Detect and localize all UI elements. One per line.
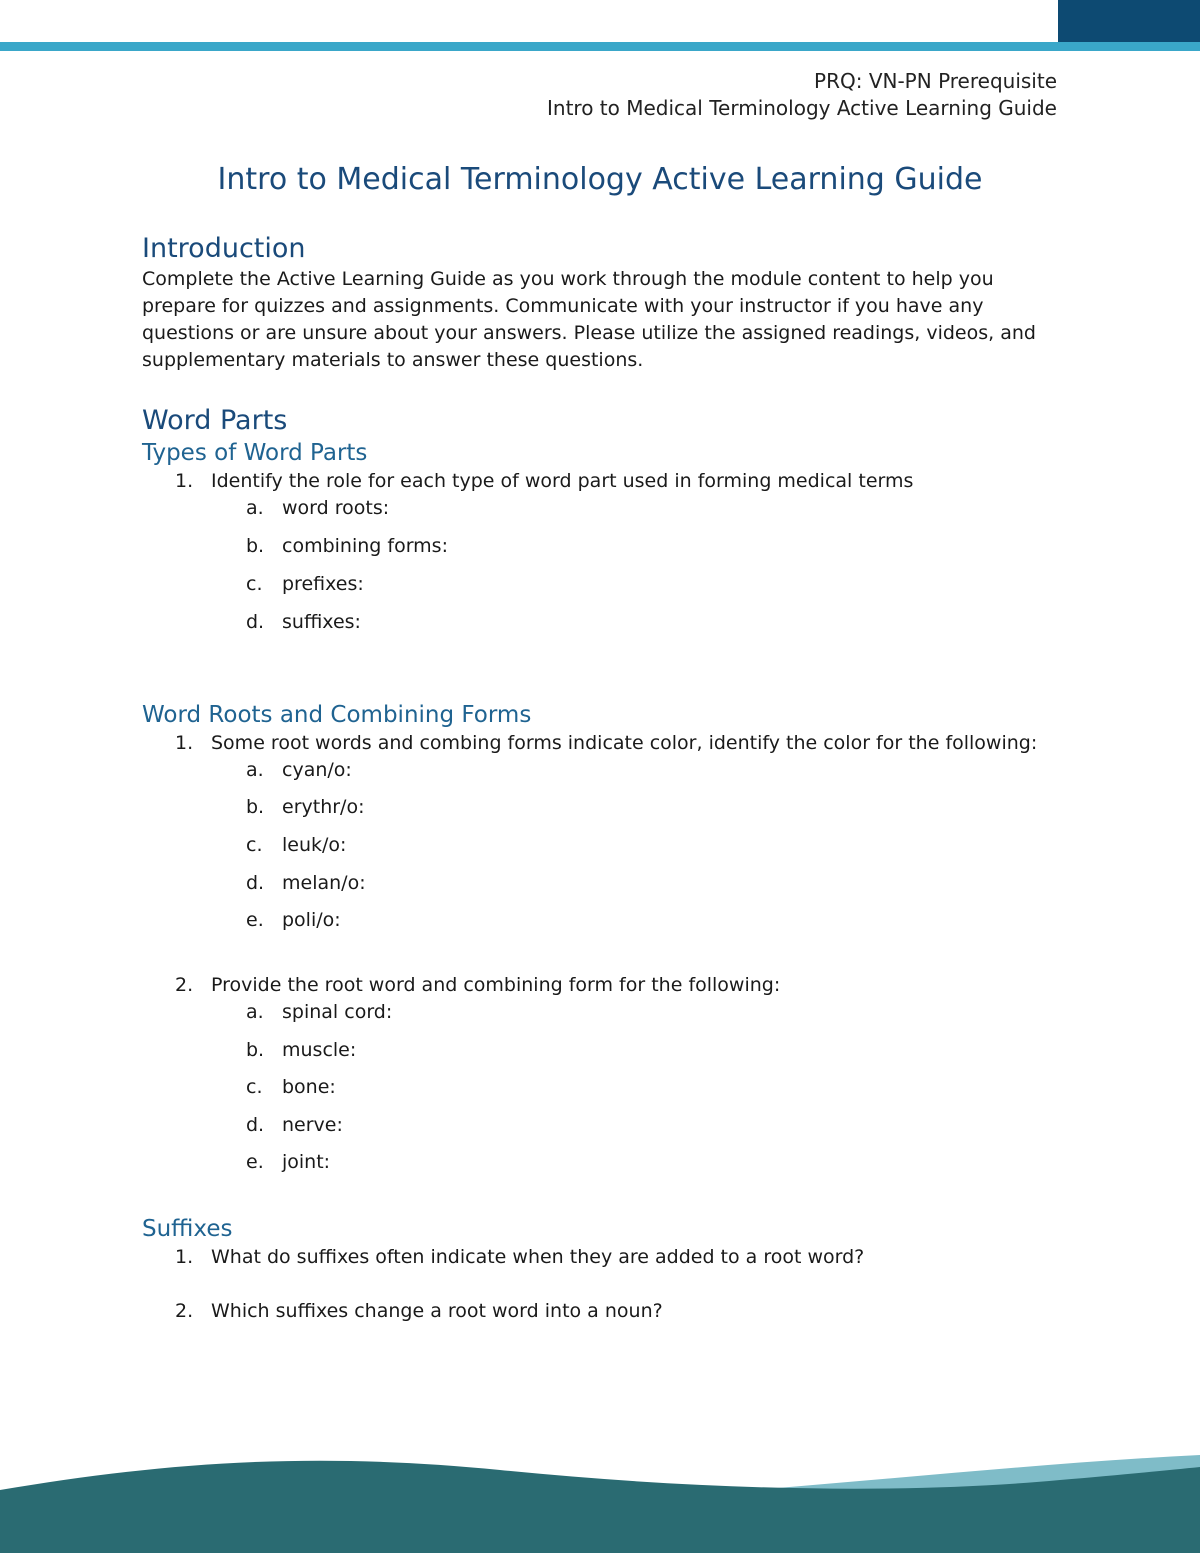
header-doc-title: Intro to Medical Terminology Active Learning Guide [547,96,1057,120]
item-text: erythr/o: [282,796,365,818]
list-item [142,1149,1062,1176]
item-letter: b. [246,1039,265,1061]
item-letter: a. [246,759,264,781]
question-number: 1. [175,470,194,492]
question-number: 1. [175,732,194,754]
item-text: poli/o: [282,909,341,931]
item-text: leuk/o: [282,834,347,856]
item-letter: e. [246,1151,264,1173]
list-item [142,495,1062,522]
list-item [142,571,1062,598]
suffixes-heading: Suffixes [142,1216,233,1242]
page-title: Intro to Medical Terminology Active Learning Guide [217,162,983,197]
list-item [142,870,1062,897]
question [142,1298,1062,1325]
item-text: muscle: [282,1039,357,1061]
item-letter: d. [246,872,265,894]
question [142,972,1062,999]
item-letter: a. [246,1001,264,1023]
item-letter: d. [246,1114,265,1136]
item-text: prefixes: [282,573,364,595]
item-letter: b. [246,535,265,557]
question-number: 2. [175,1300,194,1322]
question-number: 1. [175,1246,194,1268]
question [142,468,1062,495]
question-number: 2. [175,974,194,996]
list-item [142,609,1062,636]
types-heading: Types of Word Parts [142,440,368,466]
item-letter: c. [246,834,263,856]
top-corner-block [1058,0,1200,42]
list-item [142,757,1062,784]
question-text: Identify the role for each type of word part used in forming medical terms [211,470,914,492]
item-text: word roots: [282,497,390,519]
list-item [142,533,1062,560]
item-letter: b. [246,796,265,818]
list-item [142,832,1062,859]
question [142,1244,1062,1271]
item-text: nerve: [282,1114,343,1136]
item-text: combining forms: [282,535,448,557]
running-header [547,68,1057,122]
introduction-text: Complete the Active Learning Guide as you work through the module content to help you prepare for quizzes and assignments. Communicate with your instructor if you have any questions or are unsure about your answers. Please utilize the assigned readings, videos, and supplementary materials to answer these questions. [142,268,1036,371]
list-item [142,1112,1062,1139]
question-text: Provide the root word and combining form for the following: [211,974,781,996]
question [142,730,1062,757]
question-text: What do suffixes often indicate when they are added to a root word? [211,1246,865,1268]
item-letter: e. [246,909,264,931]
list-item [142,794,1062,821]
document-body [142,232,1062,1325]
item-letter: c. [246,1076,263,1098]
question-text: Some root words and combing forms indicate color, identify the color for the following: [211,732,1038,754]
list-item [142,1037,1062,1064]
list-item [142,907,1062,934]
item-text: cyan/o: [282,759,352,781]
item-letter: a. [246,497,264,519]
footer-wave [0,1445,1200,1553]
item-text: bone: [282,1076,336,1098]
item-letter: d. [246,611,265,633]
item-text: joint: [282,1151,331,1173]
introduction-heading: Introduction [142,233,306,264]
list-item [142,999,1062,1026]
question-text: Which suffixes change a root word into a noun? [211,1300,663,1322]
roots-heading: Word Roots and Combining Forms [142,702,532,728]
top-accent-bar [0,42,1200,51]
list-item [142,1074,1062,1101]
item-text: spinal cord: [282,1001,393,1023]
header-course: PRQ: VN-PN Prerequisite [814,69,1057,93]
item-text: suffixes: [282,611,361,633]
item-letter: c. [246,573,263,595]
item-text: melan/o: [282,872,366,894]
word-parts-heading: Word Parts [142,405,288,436]
